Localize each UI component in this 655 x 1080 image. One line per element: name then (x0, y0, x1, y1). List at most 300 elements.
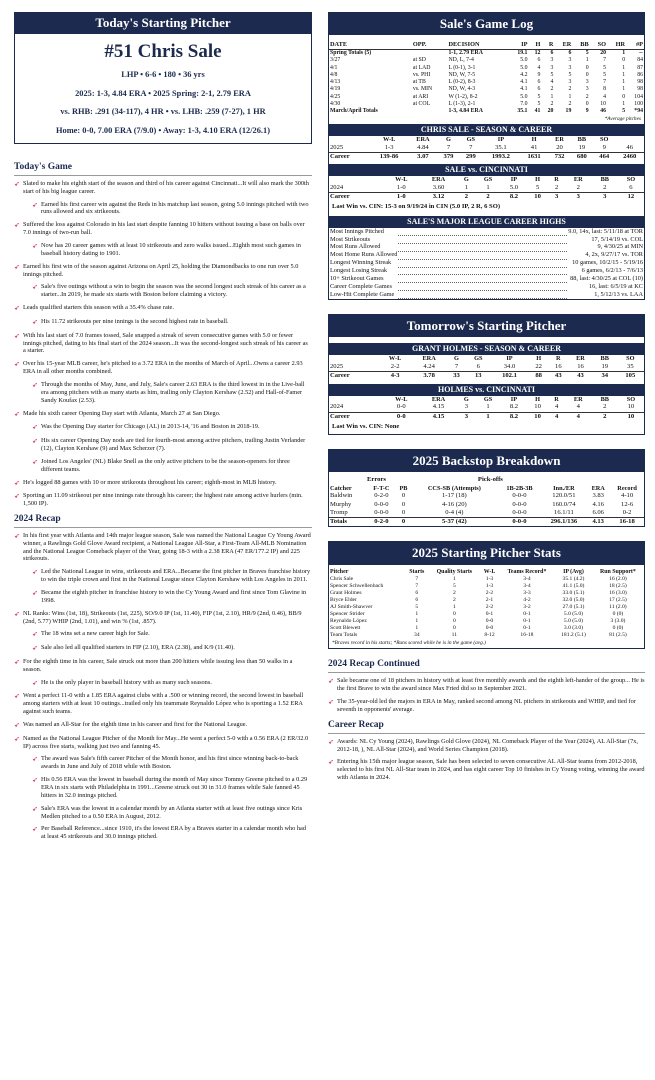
table-row (329, 275, 644, 283)
list-item (32, 423, 312, 432)
column-header: ER (573, 395, 583, 403)
column-header: OPP. (412, 41, 448, 49)
table-cell: 1 (452, 603, 456, 610)
tomahawk-icon: ➶ (32, 589, 38, 597)
table-cell: 2 (592, 412, 618, 421)
table-cell: 2-2 (485, 589, 494, 596)
column-header: ER (554, 41, 572, 49)
tomahawk-icon: ➶ (32, 437, 38, 446)
table-cell: 7 (603, 57, 607, 64)
table-cell: 3 (568, 79, 572, 86)
table-cell: Bryce Elder (330, 596, 357, 603)
table-cell: 35 (627, 363, 634, 371)
table-cell: 4 (537, 64, 541, 71)
table-cell: 17 (2.5) (609, 596, 627, 603)
table-cell: 13 (466, 372, 490, 381)
game-log-title: Sale's Game Log (329, 13, 644, 35)
errors-group-label: Errors (367, 476, 386, 484)
list-item (328, 738, 645, 754)
leader-dots (398, 243, 567, 251)
column-header: R (541, 41, 554, 49)
table-cell: 0 (0) (612, 610, 624, 617)
table-cell: 33 (447, 372, 467, 381)
table-cell: 10 (527, 193, 549, 202)
leader-dots (398, 228, 567, 236)
column-header: W-L (382, 135, 396, 143)
list-item (14, 332, 312, 356)
column-header: IP (497, 135, 505, 143)
table-cell: 12 (618, 193, 644, 202)
list-item-text: Sale became one of 18 pitchers in history with at least five monthly awards and the eighth left-hander of the group... He is the first Brave to win the award since Max Fried did so in September 2021. (337, 677, 645, 693)
table-cell: Career (329, 412, 383, 421)
table-row (329, 363, 644, 372)
column-header (329, 136, 370, 144)
list-item (32, 318, 312, 327)
table-cell: 1 (622, 64, 626, 71)
table-cell: 41 (530, 143, 538, 151)
table-cell: 3 (548, 193, 564, 202)
table-cell: 2 (568, 86, 572, 93)
table-cell: Totals (329, 518, 367, 527)
leader-dots (398, 291, 567, 299)
list-item-text: In his first year with Atlanta and 14th major league season, Sale was named the National League Cy Young Award winner, a Rawlings Gold Glove Award recipient, a National League All-Star, a First-Team All-MLB Nomination and the National League Comeback player of the Year, going 18-3 with a 2.38 ERA (47 ER/177.2 IP) and 225 strikeouts. (23, 531, 311, 563)
table-cell: 2 (458, 193, 475, 202)
table-cell: 9 (602, 143, 606, 151)
table-cell: Career (329, 193, 383, 202)
high-label: Low-Hit Complete Game (330, 290, 395, 298)
table-row (329, 101, 644, 108)
table-cell: 19 (601, 363, 609, 371)
table-cell: AJ Smith-Shawver (330, 603, 373, 610)
table-cell: 4.2 (520, 71, 528, 78)
table-cell: 1 (486, 403, 490, 411)
table-cell: Chris Sale (330, 576, 354, 582)
list-item (14, 658, 312, 674)
table-cell: 5 (415, 603, 419, 610)
table-cell: 1 (486, 184, 490, 192)
high-value: 1, 5/12/13 vs. LAA (594, 290, 643, 298)
table-cell: 4/8 (330, 71, 338, 78)
list-item-text: Sporting an 11.09 strikeout per nine innings rate through his career; the highest rate among active hurlers (min. 1,500 IP). (23, 492, 303, 508)
table-cell: 2 (550, 86, 554, 93)
table-row (329, 79, 644, 86)
table-cell: L (0-2), 8-3 (448, 79, 476, 86)
column-header: BB (572, 41, 589, 49)
sp-stats-note: *Braves record in his starts; *Runs scored while he is in the game (avg.) (332, 639, 486, 646)
table-row (329, 604, 644, 611)
list-item (32, 679, 312, 688)
table-cell: *94 (634, 107, 643, 114)
table-cell: 19.1 (517, 50, 528, 57)
section-title: Today's Game (14, 162, 312, 176)
tomahawk-icon: ➶ (14, 692, 20, 701)
column-header: DECISION (447, 41, 508, 49)
table-cell: 2 (603, 184, 607, 192)
list-item-text: The 18 wins set a new career high for Sale. (41, 630, 150, 638)
table-cell: 5 (622, 107, 626, 114)
recap-list (14, 532, 312, 841)
tomahawk-icon: ➶ (328, 698, 334, 707)
table-cell: 379 (437, 152, 459, 161)
table-cell: 0 (452, 617, 456, 624)
high-value: 6 games, 6/2/13 - 7/6/13 (581, 267, 643, 275)
tomahawk-icon: ➶ (328, 737, 334, 746)
list-item (14, 263, 312, 279)
table-cell: March/April Totals (330, 107, 378, 114)
table-cell: 2 (475, 193, 501, 202)
table-cell: 4-2 (523, 596, 531, 603)
table-cell: 84 (637, 57, 643, 64)
tomahawk-icon: ➶ (32, 242, 38, 251)
list-item (32, 805, 312, 821)
table-row (329, 108, 644, 115)
page-title: Today's Starting Pitcher (14, 12, 312, 34)
table-cell: 1 (622, 86, 626, 93)
table-cell: 11 (451, 631, 458, 638)
table-cell: 0 (585, 64, 589, 71)
table-cell: 4/25 (330, 93, 341, 100)
table-cell: 2024 (330, 184, 344, 192)
list-item (32, 776, 312, 800)
table-cell: 0 (396, 518, 412, 527)
table-cell: 0 (452, 624, 456, 631)
table-row (329, 283, 644, 291)
table-cell: 9 (537, 71, 541, 78)
column-header: CCS-SB (Attempts) (427, 484, 481, 492)
table-cell: Scott Blewett (330, 624, 361, 631)
table-row (329, 597, 644, 604)
table-row (329, 259, 644, 267)
table-cell: 0 (401, 500, 406, 508)
list-item-text: For the eighth time in his career, Sale struck out more than 200 hitters while issuing less than 50 walks in a season. (23, 657, 293, 673)
table-cell: 43 (568, 372, 593, 381)
table-cell: 181.2 (5.1) (561, 631, 586, 638)
table-cell: 81 (2.5) (609, 631, 627, 638)
table-cell: 8.2 (501, 412, 527, 421)
table-row (329, 57, 644, 64)
table-cell: 0-1 (523, 610, 531, 617)
list-item (14, 532, 312, 563)
list-item-text: His 11.72 strikeouts per nine innings is the second highest rate in baseball. (41, 317, 229, 325)
table-cell: at TB (412, 79, 426, 86)
backstop-group-row (329, 476, 644, 484)
table-cell: 10 (618, 412, 644, 421)
section-title: 2024 Recap Continued (328, 659, 645, 673)
table-cell: 5 (550, 71, 554, 78)
table-cell: 7 (469, 143, 473, 151)
game-log-table (329, 41, 644, 115)
table-cell: 4 (550, 79, 554, 86)
high-value: 4, 2x, 9/27/17 vs. TOR (585, 251, 643, 259)
career-recap-section (328, 720, 645, 782)
list-item-text: His 0.56 ERA was the lowest in baseball during the month of May since Tommy Greene pitched to a 0.29 ERA in six starts with Philadelphia in 1991...Greene struck out 30 in 31.0 frames while Sale fanned 45 hitters in 32.0 innings pitched. (41, 776, 308, 799)
column-header: GS (483, 176, 493, 184)
table-row (329, 618, 644, 625)
column-header: 1B-2B-3B (506, 484, 533, 492)
table-cell: Spencer Schwellenbach (330, 582, 384, 589)
table-cell: 3.83 (592, 492, 604, 500)
list-item (14, 304, 312, 313)
table-cell: 2 (576, 184, 580, 192)
table-cell: 3 (550, 64, 554, 71)
table-cell: 0 (622, 57, 626, 64)
table-cell: 41 (534, 107, 541, 114)
table-cell: 6 (415, 596, 419, 603)
pickoffs-group-label: Pick-offs (477, 476, 503, 484)
column-header: Catcher (330, 484, 352, 492)
high-label: Longest Winning Streak (330, 259, 392, 267)
column-header: H (535, 395, 541, 403)
table-cell: 2025 (330, 363, 344, 371)
tomahawk-icon: ➶ (328, 677, 334, 686)
table-cell: 1-3, 4.84 ERA (448, 107, 483, 114)
list-item-text: He's logged 88 games with 10 or more strikeouts throughout his career; eighth-most in MLB history. (23, 478, 277, 486)
backstop-table (329, 485, 644, 527)
table-cell: 4 (576, 403, 580, 411)
table-cell: 19 (565, 107, 572, 114)
tomahawk-icon: ➶ (32, 630, 38, 639)
tomahawk-icon: ➶ (32, 755, 38, 764)
list-item-text: The 35-year-old led the majors in ERA in May, ranked second among NL pitchers in strikeouts and WHIP, and tied for seventh in opponents' average. (337, 698, 636, 713)
table-cell: 6 (537, 86, 541, 93)
table-cell: 0-2 (622, 508, 632, 516)
table-cell: 6 (568, 50, 572, 57)
table-cell: 35.1 (517, 107, 528, 114)
table-cell: 6 (629, 184, 633, 192)
home-away-line: Home: 0-0, 7.00 ERA (7/9.0) • Away: 1-3, 4.10 ERA (12/26.1) (56, 125, 270, 135)
tomahawk-icon: ➶ (32, 200, 38, 209)
table-cell: 3 (3.0) (610, 617, 626, 624)
table-cell: 3 (565, 193, 592, 202)
table-cell: Career (329, 152, 370, 161)
table-row (329, 412, 644, 421)
column-header: H (528, 41, 541, 49)
table-cell: 3.78 (412, 372, 447, 381)
tomahawk-icon: ➶ (14, 221, 20, 230)
list-item-text: Earned his first win of the season against Arizona on April 25, holding the Diamondbacks to one run over 5.0 innings pitched. (23, 262, 299, 278)
table-cell: 3/27 (330, 57, 341, 64)
career-highs-title: SALE'S MAJOR LEAGUE CAREER HIGHS (329, 216, 644, 228)
game-log-note: *Average pitches (604, 116, 641, 123)
column-header: IP (506, 355, 513, 363)
list-item (32, 437, 312, 453)
table-cell: 20 (600, 50, 607, 57)
tomahawk-icon: ➶ (14, 492, 20, 501)
table-row (329, 501, 644, 509)
vs-cin-table (329, 176, 644, 201)
recap-section (14, 514, 312, 841)
tomahawk-icon: ➶ (32, 317, 38, 326)
table-cell: Baldwin (330, 492, 353, 500)
leader-dots (398, 259, 567, 267)
table-cell: 7.0 (520, 100, 528, 107)
table-cell: 0-0-0 (374, 508, 389, 516)
table-cell: 1 (464, 184, 468, 192)
table-cell: 10 (534, 403, 541, 411)
sp-stats-box (328, 541, 645, 649)
holmes-last-win: Last Win vs. CIN: None (332, 422, 400, 430)
table-cell: at ARI (412, 93, 429, 100)
list-item (14, 479, 312, 488)
table-cell: 0-1 (485, 610, 494, 617)
table-cell: 3-4 (523, 576, 531, 582)
column-header: ERA (431, 176, 446, 184)
list-item-text: Was named an All-Star for the eighth time in his career and first for the National League. (23, 720, 248, 728)
table-cell: 6 (415, 589, 419, 596)
table-cell: 0-2-0 (374, 492, 389, 500)
season-career-title: CHRIS SALE - SEASON & CAREER (329, 124, 644, 136)
table-cell: 4.24 (423, 363, 435, 371)
table-cell: vs. MIN (412, 86, 433, 93)
list-item-text: Leads qualified starters this season with a 35.4% chase rate. (23, 304, 174, 312)
list-item (14, 735, 312, 751)
column-header: Run Support* (599, 568, 636, 575)
list-item (14, 180, 312, 196)
table-cell: 2024 (330, 403, 344, 411)
table-cell: 0 (401, 492, 406, 500)
list-item-text: Sale also led all qualified starters in FIP (2.10), ERA (2.38), and K/9 (11.40). (41, 644, 235, 652)
list-item (328, 758, 645, 782)
table-row (329, 291, 644, 299)
table-cell: 6.06 (592, 508, 604, 516)
table-cell: 0-4 (4) (445, 508, 464, 516)
column-header: ER (573, 176, 583, 184)
tomahawk-icon: ➶ (14, 657, 20, 666)
table-cell: 6 (476, 363, 480, 371)
table-cell: 4-16 (20) (441, 500, 467, 508)
table-cell: 35.1 (4.2) (562, 576, 585, 582)
table-cell: 3 (585, 79, 589, 86)
tomahawk-icon: ➶ (32, 776, 38, 785)
list-item (14, 721, 312, 730)
table-cell: 16-18 (610, 518, 644, 527)
tomahawk-icon: ➶ (14, 304, 20, 313)
table-cell: 88 (529, 372, 549, 381)
splits-line: vs. RHB: .291 (34-117), 4 HR • vs. LHB: .259 (7-27), 1 HR (60, 107, 266, 116)
list-item-text: Joined Los Angeles' (NL) Blake Snell as the only active pitchers to be the season-openers for three different teams. (41, 457, 290, 473)
table-cell: 16 (2.0) (609, 576, 627, 582)
list-item-text: The award was Sale's fifth career Pitcher of the Month honor, and his first since winning back-to-back awards in June and July of 2018 while with Boston. (41, 755, 299, 771)
column-header: G (463, 176, 469, 184)
tomahawk-icon: ➶ (32, 380, 38, 389)
table-cell: 2-2 (390, 363, 400, 371)
table-cell: 3 (550, 57, 554, 64)
column-header: Starts (409, 568, 425, 575)
table-cell: 32.0 (5.0) (562, 596, 585, 603)
table-row (329, 228, 644, 236)
tomahawk-icon: ➶ (32, 283, 38, 292)
table-cell: 0-0-0 (512, 492, 527, 500)
table-cell: 6 (550, 50, 554, 57)
list-item (32, 589, 312, 605)
list-item-text: Now has 20 career games with at least 10 strikeouts and zero walks issued...Eighth most such games in baseball history dating to 1901. (41, 242, 301, 257)
table-cell: Tromp (330, 508, 348, 516)
table-cell: 3 (592, 193, 618, 202)
column-header: BB (600, 395, 610, 403)
section-title: Career Recap (328, 720, 645, 734)
list-item (32, 825, 312, 841)
tomahawk-icon: ➶ (14, 609, 20, 618)
table-cell: at SD (412, 57, 426, 64)
high-label: Career Complete Games (330, 282, 392, 290)
table-cell: 1 (622, 79, 626, 86)
list-item (14, 221, 312, 237)
table-cell: 2 (585, 93, 589, 100)
list-item-text: Led the National League in wins, strikeouts and ERA...Became the first pitcher in Braves franchise history to win the triple crown and first in the National League since Clayton Kershaw with Los Angeles in 2011. (41, 568, 311, 584)
table-cell: 0-0 (485, 617, 494, 624)
table-cell: 5.0 (509, 184, 519, 192)
table-cell: 46 (626, 143, 633, 151)
column-header: H (535, 176, 541, 184)
table-cell: 7 (454, 363, 459, 371)
column-header: BB (577, 135, 587, 143)
list-item-text: Sale's ERA was the lowest in a calendar month by an Atlanta starter with at least five outings since Kris Medlen pitched to a 0.50 ERA in August, 2012. (41, 804, 303, 820)
column-header: IP (Avg) (563, 568, 584, 575)
tomorrow-title: Tomorrow's Starting Pitcher (329, 315, 644, 337)
high-label: Most Innings Pitched (330, 227, 384, 235)
table-row (329, 583, 644, 590)
table-cell: 34.0 (503, 363, 516, 371)
high-value: 88, last: 4/30/25 at COL (10) (570, 274, 643, 282)
list-item-text: NL Ranks: Wins (1st, 18), Strikeouts (1st, 225), SO/9.0 IP (1st, 11.40), FIP (1st, 2.10), HR/9 (2nd, 0.46), BB/9 (2nd, 5.77) WHIP (2nd, 1.01), and win % (1st, .857). (23, 609, 302, 625)
table-cell: 5 (452, 582, 456, 589)
table-cell: ND, W, 4-3 (448, 86, 476, 93)
table-cell: 0 (585, 100, 589, 107)
section-title: 2024 Recap (14, 514, 312, 528)
table-row (329, 518, 644, 527)
column-header (329, 176, 383, 184)
leader-dots (398, 251, 567, 259)
table-cell: 86 (637, 71, 643, 78)
table-cell: 1 (568, 93, 572, 100)
table-cell: 4.1 (520, 79, 528, 86)
table-cell: 5.0 (5.0) (563, 617, 584, 624)
list-item-text: Earned his first career win against the Reds in his matchup last season, going 5.0 innings pitched with two runs allowed and six strikeouts. (41, 200, 309, 216)
season-career-table (329, 136, 644, 161)
table-cell: 102.1 (490, 372, 529, 381)
column-header: R (554, 176, 559, 184)
column-header: Record (617, 484, 637, 492)
column-header: SO (626, 395, 636, 403)
table-cell: 8.2 (501, 193, 527, 202)
pitcher-header (14, 12, 312, 144)
table-cell: 4/30 (330, 100, 341, 107)
table-row (329, 576, 644, 583)
table-row (329, 65, 644, 72)
table-cell: 4 (548, 412, 564, 421)
table-cell: 104 (634, 93, 643, 100)
list-item-text: Was the Opening Day starter for Chicago (AL) in 2013-14, '16 and Boston in 2018-19. (41, 423, 260, 431)
table-cell: 3-3 (523, 589, 531, 596)
todays-game-section (14, 162, 312, 508)
table-cell: 10 (527, 412, 549, 421)
table-cell: 3.60 (432, 184, 445, 192)
list-item-text: With his last start of 7.0 frames tossed, Sale snapped a streak of seven consecutive games with 5.0 or fewer innings pitched, dating to his final start of the 2024 season...It was the second-longest such streak of his career as a starter. (23, 331, 308, 355)
table-cell: 43 (548, 372, 568, 381)
column-header (329, 355, 379, 363)
table-cell: 100 (634, 100, 643, 107)
table-cell: 0 (622, 93, 626, 100)
table-cell: 7 (446, 143, 451, 151)
table-cell: 16.1/11 (554, 508, 574, 516)
high-value: 16, last: 6/5/19 at KC (588, 282, 643, 290)
column-header: G (454, 355, 459, 363)
column-header: IP (508, 41, 528, 49)
table-cell: 464 (593, 152, 615, 161)
table-cell: 5 (603, 71, 607, 78)
tomahawk-icon: ➶ (328, 758, 334, 767)
table-cell: 1 (622, 50, 626, 57)
